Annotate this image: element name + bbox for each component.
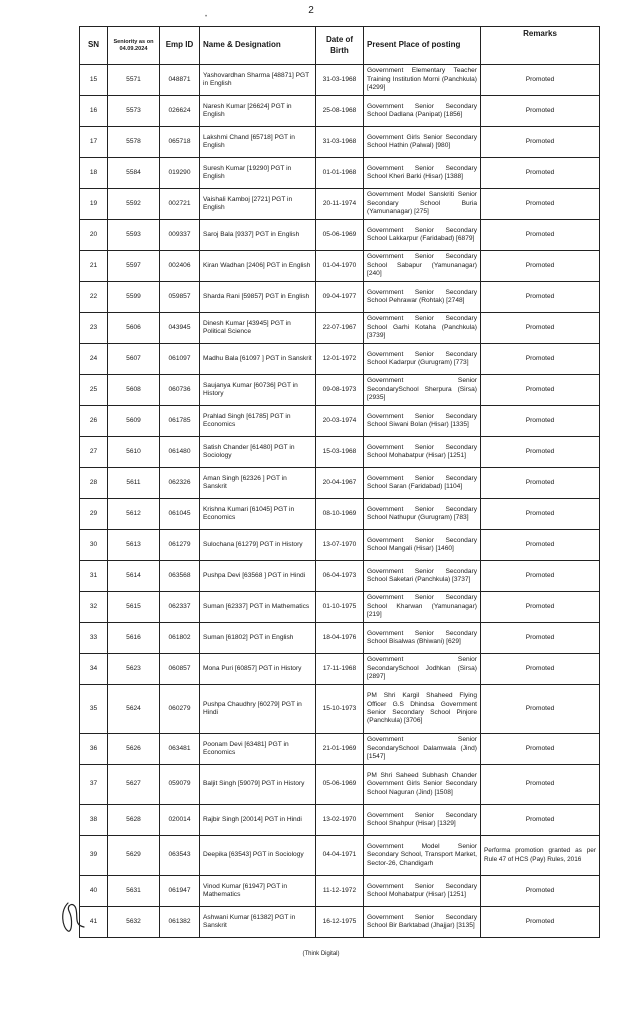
cell-dob: 17-11-1968 bbox=[316, 654, 364, 685]
cell-emp-id: 026624 bbox=[160, 96, 200, 127]
cell-emp-id: 061279 bbox=[160, 530, 200, 561]
cell-sn: 29 bbox=[80, 499, 108, 530]
cell-emp-id: 002406 bbox=[160, 251, 200, 282]
cell-name: Vinod Kumar [61947] PGT in Mathematics bbox=[200, 876, 316, 907]
cell-remarks: Promoted bbox=[481, 805, 600, 836]
cell-emp-id: 048871 bbox=[160, 65, 200, 96]
cell-name: Pushpa Devi [63568 ] PGT in Hindi bbox=[200, 561, 316, 592]
cell-sn: 19 bbox=[80, 189, 108, 220]
cell-seniority: 5609 bbox=[108, 406, 160, 437]
cell-seniority: 5626 bbox=[108, 734, 160, 765]
cell-posting: Government Senior Secondary School Kheri Barki (Hisar) [1388] bbox=[364, 158, 481, 189]
table-row bbox=[80, 313, 600, 344]
cell-seniority: 5627 bbox=[108, 765, 160, 805]
table-row bbox=[80, 468, 600, 499]
cell-emp-id: 060736 bbox=[160, 375, 200, 406]
cell-dob: 01-01-1968 bbox=[316, 158, 364, 189]
cell-seniority: 5597 bbox=[108, 251, 160, 282]
cell-name: Deepika [63543] PGT in Sociology bbox=[200, 836, 316, 876]
cell-emp-id: 061045 bbox=[160, 499, 200, 530]
cell-remarks: Promoted bbox=[481, 592, 600, 623]
cell-sn: 27 bbox=[80, 437, 108, 468]
header-posting: Present Place of posting bbox=[364, 27, 481, 65]
cell-posting: Government Senior SecondarySchool Sherpura (Sirsa) [2935] bbox=[364, 375, 481, 406]
cell-posting: Government Senior Secondary School Bisalwas (Bhiwani) [629] bbox=[364, 623, 481, 654]
table-row bbox=[80, 654, 600, 685]
table-row bbox=[80, 344, 600, 375]
table-header-row bbox=[80, 27, 600, 65]
table-row bbox=[80, 530, 600, 561]
cell-dob: 01-04-1970 bbox=[316, 251, 364, 282]
cell-sn: 35 bbox=[80, 685, 108, 734]
cell-sn: 17 bbox=[80, 127, 108, 158]
cell-remarks: Promoted bbox=[481, 765, 600, 805]
cell-dob: 11-12-1972 bbox=[316, 876, 364, 907]
cell-seniority: 5584 bbox=[108, 158, 160, 189]
cell-posting: Government Senior Secondary School Mohabatpur (Hisar) [1251] bbox=[364, 437, 481, 468]
cell-dob: 18-04-1976 bbox=[316, 623, 364, 654]
cell-emp-id: 019290 bbox=[160, 158, 200, 189]
cell-posting: Government Senior SecondarySchool Dalamwala (Jind) [1547] bbox=[364, 734, 481, 765]
cell-posting: Government Senior Secondary School Saketari (Panchkula) [3737] bbox=[364, 561, 481, 592]
cell-posting: Government Senior Secondary School Shahpur (Hisar) [1329] bbox=[364, 805, 481, 836]
cell-remarks: Promoted bbox=[481, 530, 600, 561]
cell-emp-id: 059079 bbox=[160, 765, 200, 805]
cell-seniority: 5606 bbox=[108, 313, 160, 344]
cell-remarks: Promoted bbox=[481, 468, 600, 499]
cell-name: Lakshmi Chand [65718] PGT in English bbox=[200, 127, 316, 158]
cell-posting: Government Senior Secondary School Garhi Kotaha (Panchkula) [3739] bbox=[364, 313, 481, 344]
header-remarks: Remarks bbox=[481, 27, 600, 65]
cell-remarks: Promoted bbox=[481, 189, 600, 220]
cell-sn: 41 bbox=[80, 907, 108, 938]
cell-name: Mona Puri [60857] PGT in History bbox=[200, 654, 316, 685]
cell-dob: 01-10-1975 bbox=[316, 592, 364, 623]
cell-seniority: 5599 bbox=[108, 282, 160, 313]
cell-emp-id: 043945 bbox=[160, 313, 200, 344]
cell-name: Ashwani Kumar [61382] PGT in Sanskrit bbox=[200, 907, 316, 938]
cell-name: Yashovardhan Sharma [48871] PGT in English bbox=[200, 65, 316, 96]
cell-sn: 26 bbox=[80, 406, 108, 437]
cell-sn: 34 bbox=[80, 654, 108, 685]
cell-posting: Government Senior Secondary School Siwani Bolan (Hisar) [1335] bbox=[364, 406, 481, 437]
cell-seniority: 5629 bbox=[108, 836, 160, 876]
table-row bbox=[80, 127, 600, 158]
cell-remarks: Promoted bbox=[481, 406, 600, 437]
cell-sn: 30 bbox=[80, 530, 108, 561]
cell-name: Satish Chander [61480] PGT in Sociology bbox=[200, 437, 316, 468]
cell-sn: 39 bbox=[80, 836, 108, 876]
header-name: Name & Designation bbox=[200, 27, 316, 65]
cell-emp-id: 060857 bbox=[160, 654, 200, 685]
header-sn: SN bbox=[80, 27, 108, 65]
promotion-table bbox=[79, 26, 600, 938]
cell-remarks: Promoted bbox=[481, 65, 600, 96]
cell-posting: Government Model Sanskriti Senior Secondary School Buria (Yamunanagar) [275] bbox=[364, 189, 481, 220]
cell-remarks: Promoted bbox=[481, 375, 600, 406]
cell-seniority: 5608 bbox=[108, 375, 160, 406]
cell-emp-id: 061097 bbox=[160, 344, 200, 375]
cell-posting: Government Senior Secondary School Mangali (Hisar) [1460] bbox=[364, 530, 481, 561]
cell-remarks: Promoted bbox=[481, 623, 600, 654]
cell-name: Pushpa Chaudhry [60279] PGT in Hindi bbox=[200, 685, 316, 734]
table-row bbox=[80, 592, 600, 623]
cell-name: Suman [61802] PGT in English bbox=[200, 623, 316, 654]
cell-remarks: Promoted bbox=[481, 654, 600, 685]
table-row bbox=[80, 158, 600, 189]
cell-name: Sharda Rani [59857] PGT in English bbox=[200, 282, 316, 313]
cell-dob: 21-01-1969 bbox=[316, 734, 364, 765]
cell-emp-id: 061480 bbox=[160, 437, 200, 468]
cell-posting: Government Senior Secondary School Sabapur (Yamunanagar) [240] bbox=[364, 251, 481, 282]
cell-sn: 40 bbox=[80, 876, 108, 907]
cell-name: Saujanya Kumar [60736] PGT in History bbox=[200, 375, 316, 406]
cell-remarks: Promoted bbox=[481, 158, 600, 189]
cell-sn: 23 bbox=[80, 313, 108, 344]
table-row bbox=[80, 251, 600, 282]
table-row bbox=[80, 282, 600, 313]
cell-emp-id: 002721 bbox=[160, 189, 200, 220]
cell-name: Rajbir Singh [20014] PGT in Hindi bbox=[200, 805, 316, 836]
cell-sn: 28 bbox=[80, 468, 108, 499]
table-row bbox=[80, 499, 600, 530]
cell-emp-id: 063568 bbox=[160, 561, 200, 592]
cell-seniority: 5592 bbox=[108, 189, 160, 220]
cell-emp-id: 063543 bbox=[160, 836, 200, 876]
cell-remarks: Promoted bbox=[481, 282, 600, 313]
cell-posting: Government Senior Secondary School Mohabatpur (Hisar) [1251] bbox=[364, 876, 481, 907]
footer-text: (Think Digital) bbox=[302, 951, 340, 957]
cell-remarks: Promoted bbox=[481, 344, 600, 375]
cell-sn: 32 bbox=[80, 592, 108, 623]
cell-emp-id: 061802 bbox=[160, 623, 200, 654]
cell-seniority: 5578 bbox=[108, 127, 160, 158]
cell-remarks: Promoted bbox=[481, 220, 600, 251]
cell-seniority: 5614 bbox=[108, 561, 160, 592]
signature-mark bbox=[56, 897, 86, 937]
cell-dob: 09-04-1977 bbox=[316, 282, 364, 313]
cell-name: Baljit Singh [59079] PGT in History bbox=[200, 765, 316, 805]
cell-posting: Government Senior Secondary School Kharwan (Yamunanagar) [219] bbox=[364, 592, 481, 623]
cell-emp-id: 061947 bbox=[160, 876, 200, 907]
cell-seniority: 5632 bbox=[108, 907, 160, 938]
cell-remarks: Promoted bbox=[481, 734, 600, 765]
cell-sn: 36 bbox=[80, 734, 108, 765]
cell-remarks: Promoted bbox=[481, 907, 600, 938]
cell-emp-id: 062326 bbox=[160, 468, 200, 499]
table-row bbox=[80, 907, 600, 938]
cell-dob: 20-11-1974 bbox=[316, 189, 364, 220]
cell-posting: PM Shri Kargil Shaheed Flying Officer G.S Dhindsa Government Senior Secondary School Pinjore (Panchkula) [3706] bbox=[364, 685, 481, 734]
cell-name: Suresh Kumar [19290] PGT in English bbox=[200, 158, 316, 189]
cell-name: Dinesh Kumar [43945] PGT in Political Science bbox=[200, 313, 316, 344]
cell-posting: Government Senior Secondary School Saran (Faridabad) [1104] bbox=[364, 468, 481, 499]
cell-name: Suman [62337] PGT in Mathematics bbox=[200, 592, 316, 623]
cell-emp-id: 009337 bbox=[160, 220, 200, 251]
cell-seniority: 5611 bbox=[108, 468, 160, 499]
cell-dob: 16-12-1975 bbox=[316, 907, 364, 938]
cell-dob: 22-07-1967 bbox=[316, 313, 364, 344]
cell-dob: 13-02-1970 bbox=[316, 805, 364, 836]
cell-seniority: 5571 bbox=[108, 65, 160, 96]
cell-posting: Government Senior Secondary School Kadarpur (Gurugram) [773] bbox=[364, 344, 481, 375]
cell-seniority: 5593 bbox=[108, 220, 160, 251]
cell-seniority: 5624 bbox=[108, 685, 160, 734]
cell-remarks: Promoted bbox=[481, 313, 600, 344]
cell-dob: 31-03-1968 bbox=[316, 65, 364, 96]
cell-dob: 05-06-1969 bbox=[316, 220, 364, 251]
cell-emp-id: 061382 bbox=[160, 907, 200, 938]
cell-seniority: 5613 bbox=[108, 530, 160, 561]
cell-dob: 08-10-1969 bbox=[316, 499, 364, 530]
table-row bbox=[80, 375, 600, 406]
cell-dob: 12-01-1972 bbox=[316, 344, 364, 375]
cell-seniority: 5628 bbox=[108, 805, 160, 836]
cell-posting: Government Senior Secondary School Dadlana (Panipat) [1856] bbox=[364, 96, 481, 127]
cell-dob: 05-06-1969 bbox=[316, 765, 364, 805]
cell-name: Madhu Bala [61097 ] PGT in Sanskrit bbox=[200, 344, 316, 375]
table-row bbox=[80, 437, 600, 468]
cell-remarks: Promoted bbox=[481, 96, 600, 127]
cell-posting: Government Elementary Teacher Training Institution Morni (Panchkula) [4299] bbox=[364, 65, 481, 96]
table-row bbox=[80, 406, 600, 437]
cell-remarks: Promoted bbox=[481, 876, 600, 907]
cell-name: Vaishali Kamboj [2721] PGT in English bbox=[200, 189, 316, 220]
cell-seniority: 5623 bbox=[108, 654, 160, 685]
cell-emp-id: 061785 bbox=[160, 406, 200, 437]
cell-dob: 20-03-1974 bbox=[316, 406, 364, 437]
cell-name: Naresh Kumar [26624] PGT in English bbox=[200, 96, 316, 127]
cell-sn: 33 bbox=[80, 623, 108, 654]
cell-emp-id: 020014 bbox=[160, 805, 200, 836]
cell-seniority: 5612 bbox=[108, 499, 160, 530]
cell-sn: 25 bbox=[80, 375, 108, 406]
table-row bbox=[80, 876, 600, 907]
cell-seniority: 5615 bbox=[108, 592, 160, 623]
table-row bbox=[80, 96, 600, 127]
cell-dob: 04-04-1971 bbox=[316, 836, 364, 876]
cell-dob: 09-08-1973 bbox=[316, 375, 364, 406]
cell-name: Saroj Bala [9337] PGT in English bbox=[200, 220, 316, 251]
cell-posting: Government Senior Secondary School Pehrawar (Rohtak) [2748] bbox=[364, 282, 481, 313]
cell-sn: 15 bbox=[80, 65, 108, 96]
cell-sn: 16 bbox=[80, 96, 108, 127]
cell-sn: 24 bbox=[80, 344, 108, 375]
cell-sn: 20 bbox=[80, 220, 108, 251]
cell-remarks: Promoted bbox=[481, 251, 600, 282]
cell-remarks: Promoted bbox=[481, 437, 600, 468]
cell-sn: 21 bbox=[80, 251, 108, 282]
table-row bbox=[80, 189, 600, 220]
cell-name: Prahlad Singh [61785] PGT in Economics bbox=[200, 406, 316, 437]
cell-name: Aman Singh [62326 ] PGT in Sanskrit bbox=[200, 468, 316, 499]
cell-posting: Government Senior Secondary School Lakkarpur (Faridabad) [6879] bbox=[364, 220, 481, 251]
cell-seniority: 5607 bbox=[108, 344, 160, 375]
table-row bbox=[80, 623, 600, 654]
cell-emp-id: 060279 bbox=[160, 685, 200, 734]
cell-name: Kiran Wadhan [2406] PGT in English bbox=[200, 251, 316, 282]
cell-remarks: Promoted bbox=[481, 561, 600, 592]
cell-posting: Government Senior SecondarySchool Jodhkan (Sirsa) [2897] bbox=[364, 654, 481, 685]
header-dob: Date of Birth bbox=[316, 27, 364, 65]
header-emp-id: Emp ID bbox=[160, 27, 200, 65]
cell-sn: 38 bbox=[80, 805, 108, 836]
cell-remarks: Performa promotion granted as per Rule 47 of HCS (Pay) Rules, 2016 bbox=[481, 836, 600, 876]
cell-seniority: 5631 bbox=[108, 876, 160, 907]
cell-sn: 18 bbox=[80, 158, 108, 189]
cell-seniority: 5610 bbox=[108, 437, 160, 468]
cell-posting: Government Model Senior Secondary School, Transport Market, Sector-26, Chandigarh bbox=[364, 836, 481, 876]
cell-dob: 06-04-1973 bbox=[316, 561, 364, 592]
cell-remarks: Promoted bbox=[481, 685, 600, 734]
table-row bbox=[80, 836, 600, 876]
table-row bbox=[80, 805, 600, 836]
cell-remarks: Promoted bbox=[481, 499, 600, 530]
cell-name: Krishna Kumari [61045] PGT in Economics bbox=[200, 499, 316, 530]
cell-posting: Government Senior Secondary School Nathupur (Gurugram) [783] bbox=[364, 499, 481, 530]
table-row bbox=[80, 685, 600, 734]
cell-dob: 31-03-1968 bbox=[316, 127, 364, 158]
table-row bbox=[80, 65, 600, 96]
scan-speck: • bbox=[205, 14, 208, 20]
table-row bbox=[80, 765, 600, 805]
cell-emp-id: 059857 bbox=[160, 282, 200, 313]
cell-dob: 13-07-1970 bbox=[316, 530, 364, 561]
cell-sn: 31 bbox=[80, 561, 108, 592]
cell-posting: Government Senior Secondary School Bir Barktabad (Jhajjar) [3135] bbox=[364, 907, 481, 938]
cell-emp-id: 063481 bbox=[160, 734, 200, 765]
cell-seniority: 5573 bbox=[108, 96, 160, 127]
cell-dob: 25-08-1968 bbox=[316, 96, 364, 127]
cell-emp-id: 062337 bbox=[160, 592, 200, 623]
cell-posting: Government Girls Senior Secondary School Hathin (Palwal) [980] bbox=[364, 127, 481, 158]
table-row bbox=[80, 561, 600, 592]
cell-name: Sulochana [61279] PGT in History bbox=[200, 530, 316, 561]
table-row bbox=[80, 220, 600, 251]
cell-sn: 22 bbox=[80, 282, 108, 313]
header-seniority: Seniority as on 04.09.2024 bbox=[108, 27, 160, 65]
cell-remarks: Promoted bbox=[481, 127, 600, 158]
cell-dob: 15-10-1973 bbox=[316, 685, 364, 734]
cell-seniority: 5616 bbox=[108, 623, 160, 654]
cell-posting: PM Shri Saheed Subhash Chander Government Girls Senior Secondary School Naguran (Jind) [1508] bbox=[364, 765, 481, 805]
page-number: 2 bbox=[308, 5, 314, 16]
table-row bbox=[80, 734, 600, 765]
cell-emp-id: 065718 bbox=[160, 127, 200, 158]
cell-name: Poonam Devi [63481] PGT in Economics bbox=[200, 734, 316, 765]
cell-sn: 37 bbox=[80, 765, 108, 805]
cell-dob: 20-04-1967 bbox=[316, 468, 364, 499]
cell-dob: 15-03-1968 bbox=[316, 437, 364, 468]
